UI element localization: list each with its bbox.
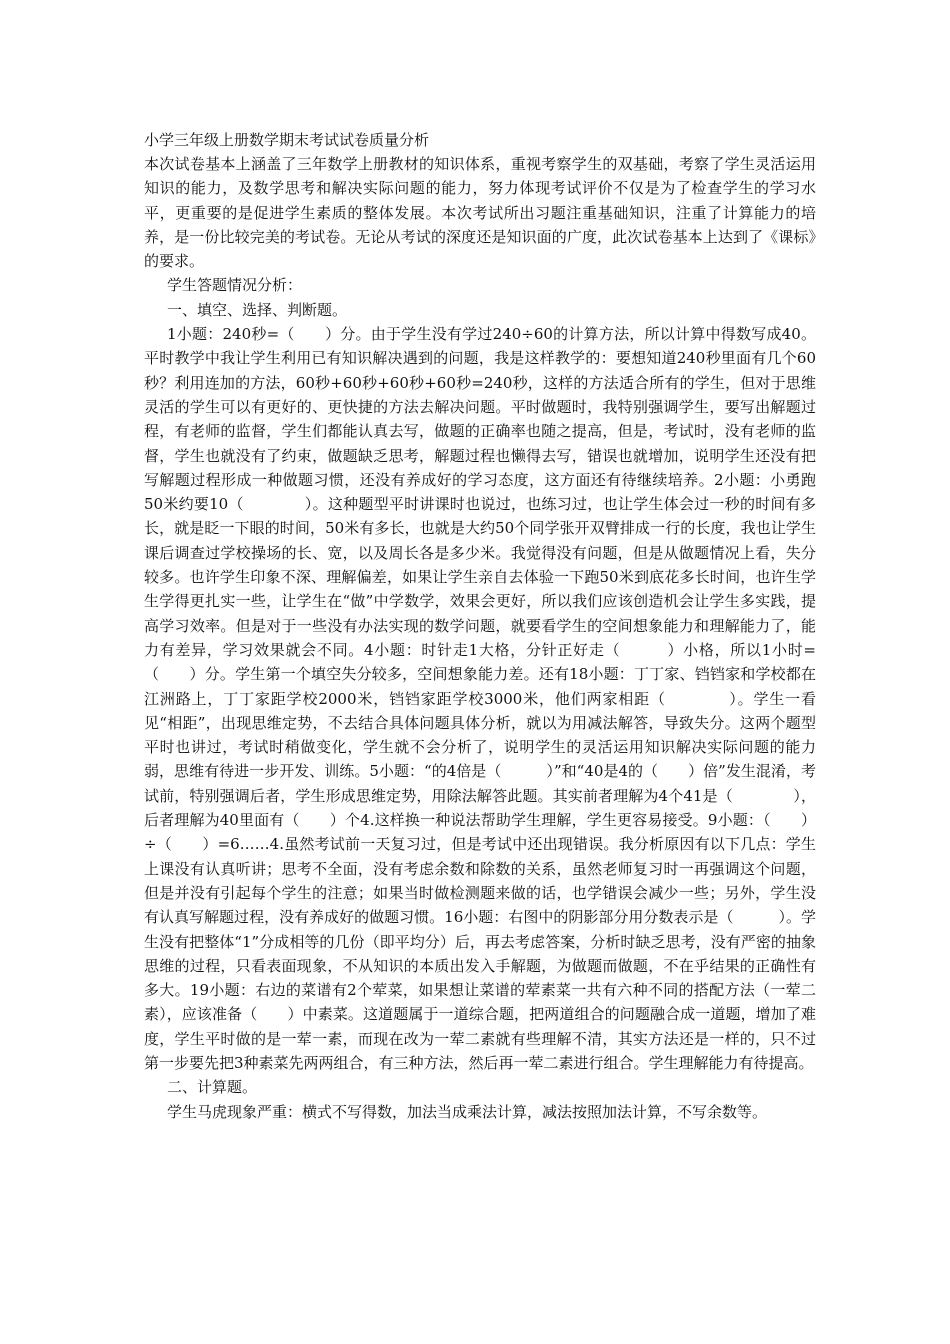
intro-paragraph: 本次试卷基本上涵盖了三年数学上册教材的知识体系，重视考察学生的双基础，考察了学生灵活运用知识的能力，及数学思考和解决实际问题的能力，努力体现考试评价不仅是为了检查学生的学习水平，更重要的是促进学生素质的整体发展。本次考试所出习题注重基础知识，注重了计算能力的培养，是一份比较完美的考试卷。无论从考试的深度还是知识面的广度，此次试卷基本上达到了《课标》的要求。 xyxy=(144,155,816,271)
document-page xyxy=(144,128,816,1124)
analysis-heading: 学生答题情况分析： xyxy=(167,276,303,295)
fill-in-analysis-paragraph: 1小题：240秒=（ ）分。由于学生没有学过240÷60的计算方法，所以计算中得数写成40。平时教学中我让学生利用已有知识解决遇到的问题，我是这样教学的：要想知道240秒里面有几个60秒？利用连加的方法，60秒+60秒+60秒+60秒=240秒，这样的方法适合所有的学生，但对于思维灵活的学生可以有更好的、更快捷的方法去解决问题。平时做题时，我特别强调学生，要写出解题过程，有老师的监督，学生们都能认真去写，做题的正确率也随之提高，但是，考试时，没有老师的监督，学生也就没有了约束，做题缺乏思考，解题过程也懒得去写，错误也就增加，说明学生还没有把写解题过程形成一种做题习惯，还没有养成好的学习态度，这方面还有待继续培养。2小题：小勇跑50米约要10（ ）。这种题型平时讲课时也说过，也练习过，也让学生体会过一秒的时间有多长，就是眨一下眼的时间，50米有多长，也就是大约50个同学张开双臂排成一行的长度，我也让学生课后调查过学校操场的长、宽，以及周长各是多少米。我觉得没有问题，但是从做题情况上看，失分较多。也许学生印象不深、理解偏差，如果让学生亲自去体验一下跑50米到底花多长时间，也许生学生学得更扎实一些，让学生在“做”中学数学，效果会更好，所以我们应该创造机会让学生多实践，提高学习效率。但是对于一些没有办法实现的数学问题，就要看学生的空间想象能力和理解能力了，能力有差异，学习效果就会不同。4小题：时针走1大格，分针正好走（ ）小格，所以1小时=（ ）分。学生第一个填空失分较多，空间想象能力差。还有18小题：丁丁家、铛铛家和学校都在江洲路上，丁丁家距学校2000米，铛铛家距学校3000米，他们两家相距（ ）。学生一看见“相距”，出现思维定势，不去结合具体问题具体分析，就以为用减法解答，导致失分。这两个题型平时也讲过，考试时稍做变化，学生就不会分析了，说明学生的灵活运用知识解决实际问题的能力弱，思维有待进一步开发、训练。5小题：“的4倍是（ ）”和“40是4的（ ）倍”发生混淆，考试前，特别强调后者，学生形成思维定势，用除法解答此题。其实前者理解为4个41是（ ），后者理解为40里面有（ ）个4.这样换一种说法帮助学生理解，学生更容易接受。9小题：（ ）÷（ ）=6……4.虽然考试前一天复习过，但是考试中还出现错误。我分析原因有以下几点：学生上课没有认真听讲；思考不全面，没有考虑余数和除数的关系，虽然老师复习时一再强调这个问题，但是并没有引起每个学生的注意；如果当时做检测题来做的话，也学错误会减少一些；另外，学生没有认真写解题过程，没有养成好的做题习惯。16小题：右图中的阴影部分用分数表示是（ ）。学生没有把整体“1”分成相等的几份（即平均分）后，再去考虑答案，分析时缺乏思考，没有严密的抽象思维的过程，只看表面现象，不从知识的本质出发入手解题，为做题而做题，不在乎结果的正确性有多大。19小题：右边的菜谱有2个荤菜，如果想让菜谱的荤素菜一共有六种不同的搭配方法（一荤二素），应该准备（ ）中素菜。这道题属于一道综合题，把两道组合的问题融合成一道题，增加了难度，学生平时做的是一荤一素，而现在改为一荤二素就有些理解不清，其实方法还是一样的，只不过第一步要先把3种素菜先两两组合，有三种方法，然后再一荤二素进行组合。学生理解能力有待提高。 xyxy=(144,325,816,1072)
section-heading-fill-in: 一、填空、选择、判断题。 xyxy=(167,300,348,319)
calculation-analysis-paragraph: 学生马虎现象严重：横式不写得数，加法当成乘法计算，减法按照加法计算，不写余数等。 xyxy=(167,1102,768,1121)
document-title: 小学三年级上册数学期末考试试卷质量分析 xyxy=(144,131,430,149)
section-heading-calculation: 二、计算题。 xyxy=(167,1078,258,1097)
